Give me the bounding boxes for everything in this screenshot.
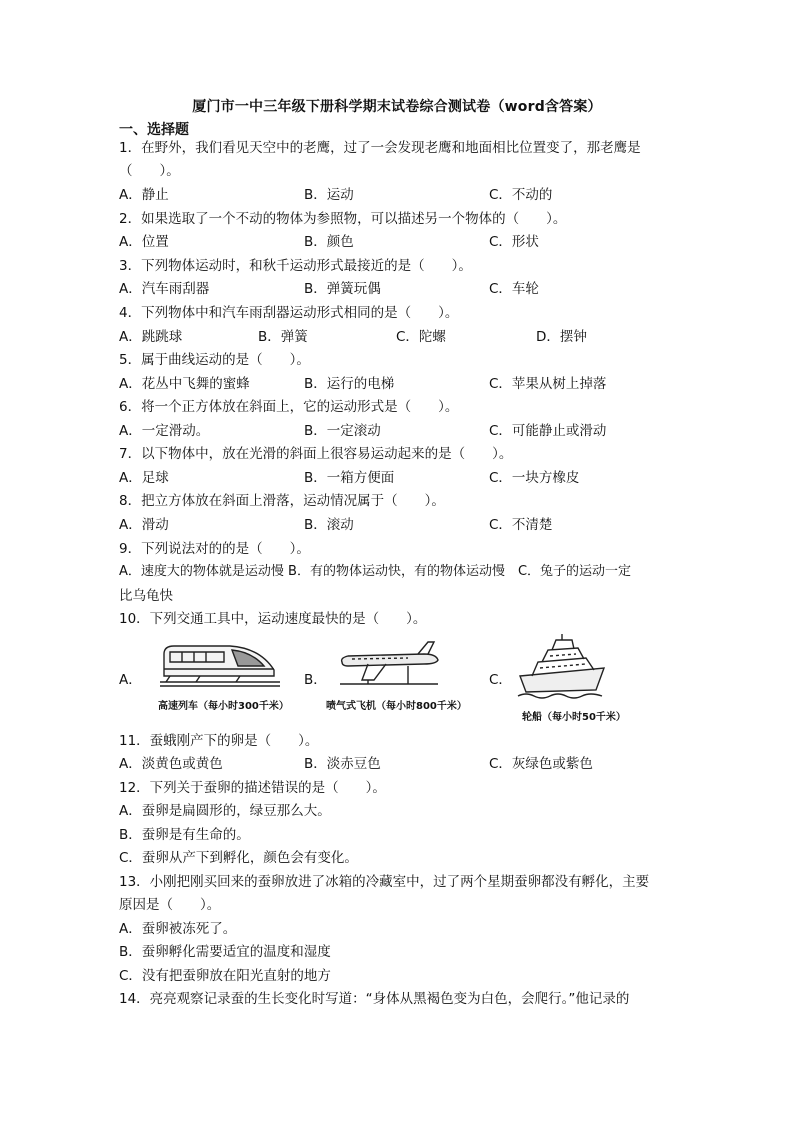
- q6-option-a[interactable]: A．一定滑动。: [119, 423, 210, 439]
- question-13-stem: 13．小刚把刚买回来的蚕卵放进了冰箱的冷藏室中，过了两个星期蚕卵都没有孵化，主要: [119, 874, 650, 890]
- q3-option-a[interactable]: A．汽车雨刮器: [119, 281, 210, 297]
- q8-option-a[interactable]: A．滑动: [119, 517, 169, 533]
- q5-option-a[interactable]: A．花丛中飞舞的蜜蜂: [119, 376, 250, 392]
- question-8-stem: 8．把立方体放在斜面上滑落，运动情况属于（ ）。: [119, 493, 445, 509]
- question-7-stem: 7．以下物体中，放在光滑的斜面上很容易运动起来的是（ ）。: [119, 446, 513, 462]
- q4-option-d[interactable]: D．摆钟: [536, 329, 587, 345]
- q10-option-b[interactable]: B．: [304, 672, 327, 688]
- q11-option-b[interactable]: B．淡赤豆色: [304, 756, 381, 772]
- question-1-stem: 1．在野外，我们看见天空中的老鹰，过了一会发现老鹰和地面相比位置变了，那老鹰是: [119, 140, 641, 156]
- q10-option-c[interactable]: C．: [489, 672, 512, 688]
- airplane-caption: 喷气式飞机（每小时800千米）: [326, 701, 467, 712]
- airplane-icon: [338, 640, 442, 690]
- question-11-stem: 11．蚕蛾刚产下的卵是（ ）。: [119, 733, 319, 749]
- q2-option-b[interactable]: B．颜色: [304, 234, 354, 250]
- q1-option-a[interactable]: A．静止: [119, 187, 169, 203]
- question-1-stem-cont: （ ）。: [119, 163, 180, 179]
- ship-icon: [516, 632, 608, 700]
- question-6-stem: 6．将一个正方体放在斜面上，它的运动形式是（ ）。: [119, 399, 459, 415]
- q9-options[interactable]: A．速度大的物体就是运动慢 B．有的物体运动快，有的物体运动慢 C．兔子的运动一定: [119, 564, 632, 579]
- q10-option-a[interactable]: A．: [119, 672, 142, 688]
- question-10-stem: 10．下列交通工具中，运动速度最快的是（ ）。: [119, 611, 427, 627]
- q11-option-a[interactable]: A．淡黄色或黄色: [119, 756, 223, 772]
- q5-option-c[interactable]: C．苹果从树上掉落: [489, 376, 607, 392]
- section-heading: 一、选择题: [119, 122, 189, 138]
- q8-option-c[interactable]: C．不清楚: [489, 517, 553, 533]
- q5-option-b[interactable]: B．运行的电梯: [304, 376, 395, 392]
- q3-option-c[interactable]: C．车轮: [489, 281, 539, 297]
- q6-option-b[interactable]: B．一定滚动: [304, 423, 381, 439]
- q9-options-cont: 比乌龟快: [119, 588, 173, 604]
- q7-option-a[interactable]: A．足球: [119, 470, 169, 486]
- q3-option-b[interactable]: B．弹簧玩偶: [304, 281, 381, 297]
- q6-option-c[interactable]: C．可能静止或滑动: [489, 423, 607, 439]
- question-9-stem: 9．下列说法对的的是（ ）。: [119, 541, 310, 557]
- question-14-stem: 14．亮亮观察记录蚕的生长变化时写道：“身体从黑褐色变为白色，会爬行。”他记录的: [119, 991, 630, 1007]
- question-3-stem: 3．下列物体运动时，和秋千运动形式最接近的是（ ）。: [119, 258, 472, 274]
- q12-option-b[interactable]: B．蚕卵是有生命的。: [119, 827, 250, 843]
- q13-option-a[interactable]: A．蚕卵被冻死了。: [119, 921, 237, 937]
- q1-option-b[interactable]: B．运动: [304, 187, 354, 203]
- q1-option-c[interactable]: C．不动的: [489, 187, 553, 203]
- question-12-stem: 12．下列关于蚕卵的描述错误的是（ ）。: [119, 780, 386, 796]
- q4-option-b[interactable]: B．弹簧: [258, 329, 308, 345]
- question-13-stem-cont: 原因是（ ）。: [119, 897, 221, 913]
- question-5-stem: 5．属于曲线运动的是（ ）。: [119, 352, 310, 368]
- q8-option-b[interactable]: B．滚动: [304, 517, 354, 533]
- q7-option-c[interactable]: C．一块方橡皮: [489, 470, 580, 486]
- q11-option-c[interactable]: C．灰绿色或紫色: [489, 756, 593, 772]
- q13-option-b[interactable]: B．蚕卵孵化需要适宜的温度和湿度: [119, 944, 331, 960]
- train-caption: 高速列车（每小时300千米）: [158, 701, 289, 712]
- q12-option-a[interactable]: A．蚕卵是扁圆形的，绿豆那么大。: [119, 803, 331, 819]
- question-4-stem: 4．下列物体中和汽车雨刮器运动形式相同的是（ ）。: [119, 305, 459, 321]
- q2-option-c[interactable]: C．形状: [489, 234, 539, 250]
- q4-option-a[interactable]: A．跳跳球: [119, 329, 183, 345]
- q13-option-c[interactable]: C．没有把蚕卵放在阳光直射的地方: [119, 968, 331, 984]
- question-2-stem: 2．如果选取了一个不动的物体为参照物，可以描述另一个物体的（ ）。: [119, 211, 567, 227]
- q4-option-c[interactable]: C．陀螺: [396, 329, 446, 345]
- q2-option-a[interactable]: A．位置: [119, 234, 169, 250]
- train-icon: [160, 636, 280, 692]
- page-title: 厦门市一中三年级下册科学期末试卷综合测试卷（word含答案）: [192, 99, 602, 115]
- q12-option-c[interactable]: C．蚕卵从产下到孵化，颜色会有变化。: [119, 850, 358, 866]
- q7-option-b[interactable]: B．一箱方便面: [304, 470, 395, 486]
- ship-caption: 轮船（每小时50千米）: [522, 712, 626, 723]
